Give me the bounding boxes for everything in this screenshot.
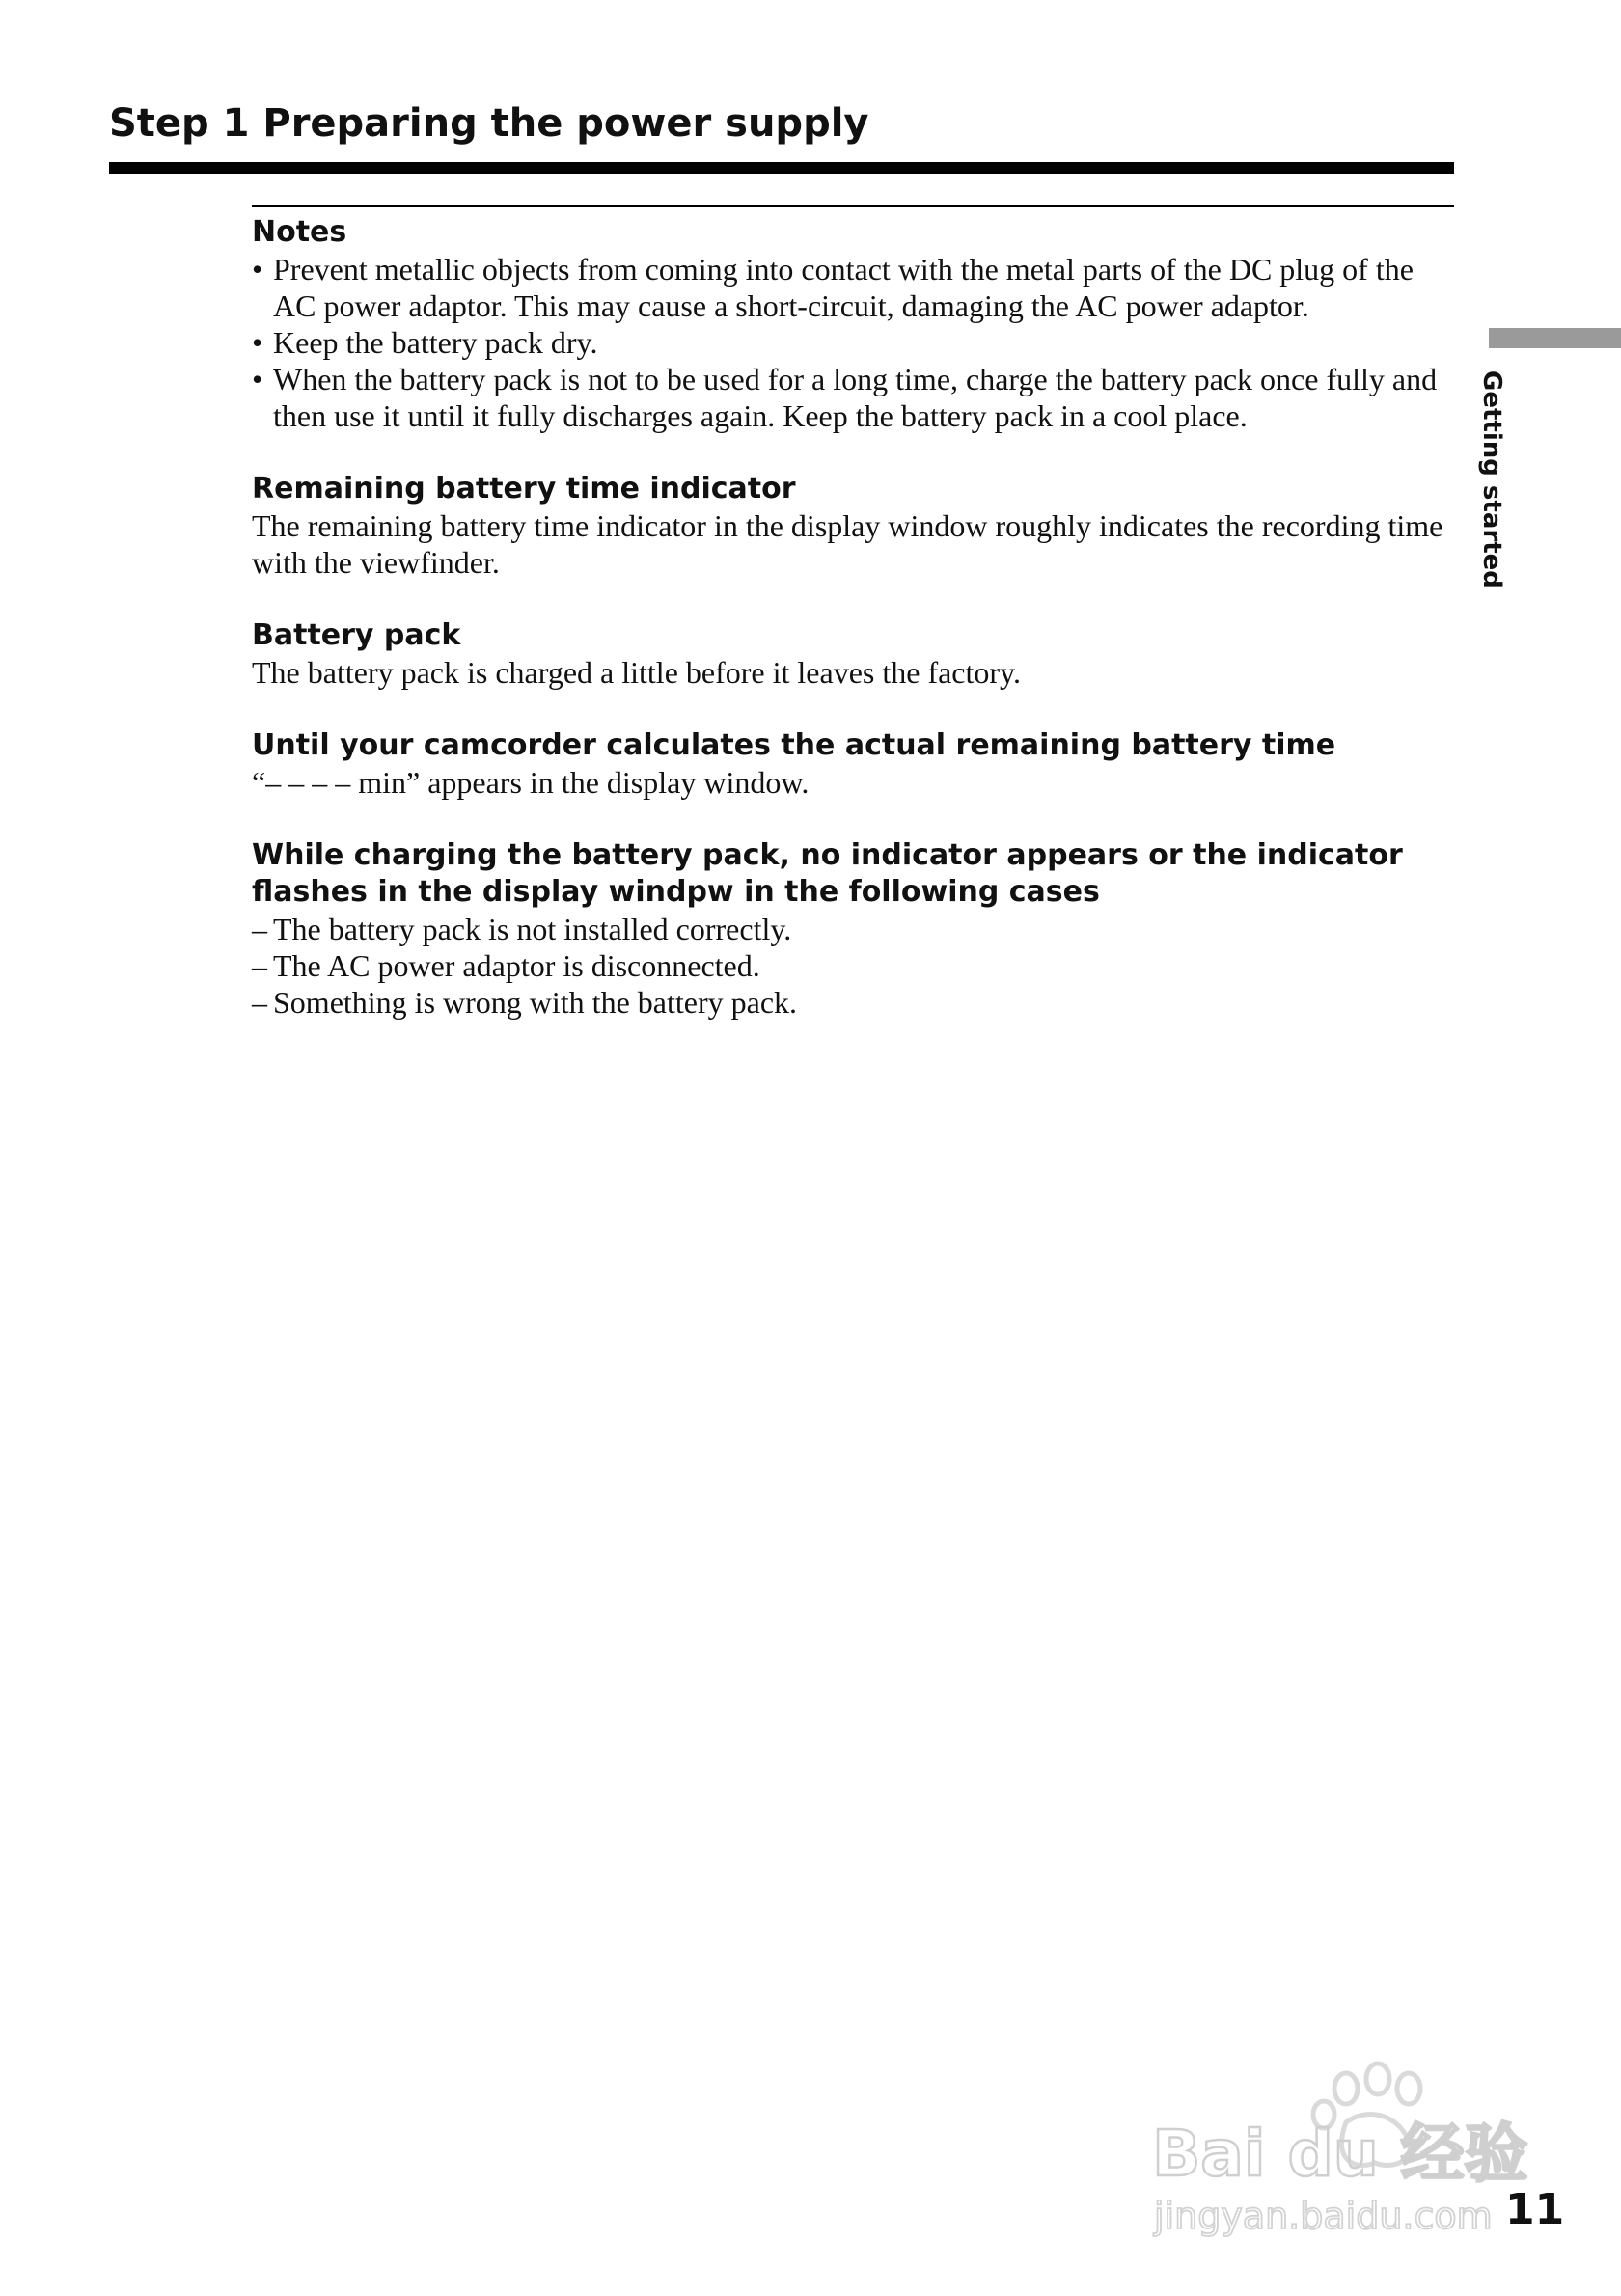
bullet-icon: • <box>252 325 263 360</box>
notes-list <box>252 251 1448 434</box>
list-item <box>252 984 1448 1021</box>
calculation-heading: Until your camcorder calculates the actual remaining battery time <box>252 728 1336 762</box>
remaining-time-heading: Remaining battery time indicator <box>252 472 796 506</box>
charging-section <box>252 837 1448 1021</box>
watermark-url: jingyan.baidu.com <box>1154 2195 1493 2237</box>
bullet-icon: • <box>252 252 263 287</box>
calculation-text: “– – – – min” appears in the display window. <box>252 765 810 800</box>
notes-section <box>252 214 1448 434</box>
main-content <box>252 214 1448 1057</box>
battery-pack-heading: Battery pack <box>252 618 461 652</box>
list-item <box>252 324 1448 361</box>
section-rule <box>252 205 1454 207</box>
remaining-time-section <box>252 471 1448 581</box>
section-tab-label: Getting started <box>1477 370 1506 588</box>
baidu-watermark-logo <box>1148 2055 1534 2238</box>
list-item-text: The AC power adaptor is disconnected. <box>273 948 760 983</box>
battery-pack-text: The battery pack is charged a little before it leaves the factory. <box>252 655 1021 690</box>
dash-icon: – <box>252 948 267 983</box>
notes-heading: Notes <box>252 215 347 249</box>
watermark-brand: Bai du 经验 <box>1152 2117 1528 2191</box>
remaining-time-text: The remaining battery time indicator in the display window roughly indicates the recording time with the viewfinder. <box>252 508 1443 580</box>
page-title: Step 1 Preparing the power supply <box>109 101 869 146</box>
charging-heading: While charging the battery pack, no indicator appears or the indicator flashes in the display windpw in the following cases <box>252 838 1403 909</box>
list-item <box>252 947 1448 984</box>
list-item <box>252 251 1448 324</box>
section-tab-marker <box>1489 328 1621 348</box>
dash-icon: – <box>252 912 267 946</box>
calculation-section <box>252 727 1448 801</box>
page-number: 11 <box>1505 2185 1565 2234</box>
list-item <box>252 911 1448 947</box>
list-item-text: Prevent metallic objects from coming into contact with the metal parts of the DC plug of the AC power adaptor. This may cause a short-circuit, damaging the AC power adaptor. <box>273 252 1414 323</box>
title-rule <box>109 162 1454 174</box>
dash-icon: – <box>252 985 267 1020</box>
charging-cases-list <box>252 911 1448 1021</box>
list-item-text: The battery pack is not installed correctly. <box>273 912 792 946</box>
list-item-text: When the battery pack is not to be used for a long time, charge the battery pack once fully and then use it until it fully discharges again. Keep the battery pack in a cool place. <box>273 362 1438 433</box>
bullet-icon: • <box>252 362 263 396</box>
list-item-text: Keep the battery pack dry. <box>273 325 598 360</box>
list-item-text: Something is wrong with the battery pack. <box>273 985 798 1020</box>
battery-pack-section <box>252 617 1448 691</box>
list-item <box>252 361 1448 434</box>
